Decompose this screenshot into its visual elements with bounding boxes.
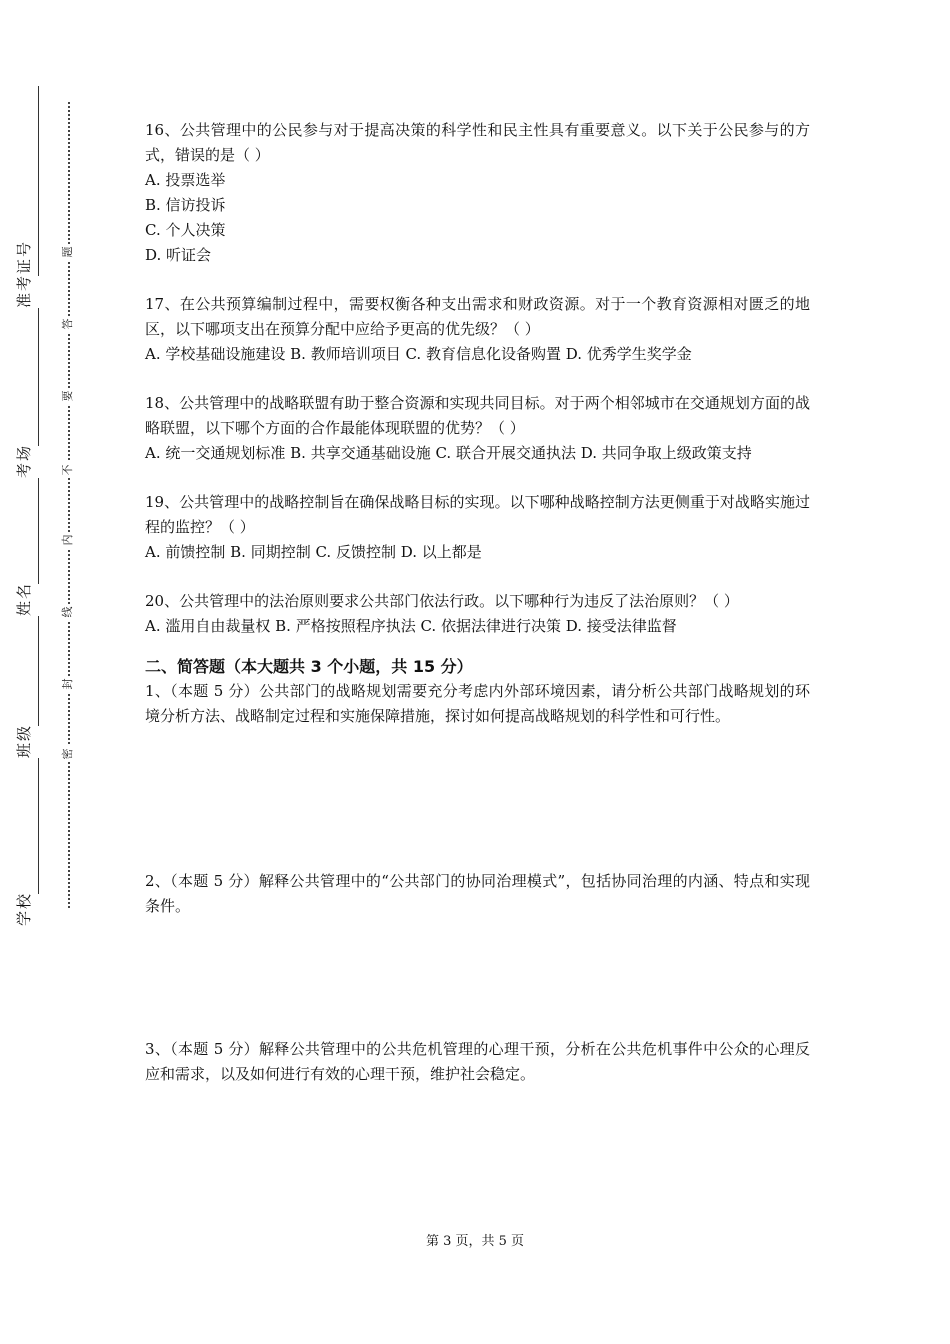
seal-char: 不: [60, 462, 76, 478]
question-stem: 16、公共管理中的公民参与对于提高决策的科学性和民主性具有重要意义。以下关于公民参与的方式，错误的是（ ）: [145, 121, 810, 164]
options-line: A. 统一交通规划标准 B. 共享交通基础设施 C. 联合开展交通执法 D. 共同争取上级政策支持: [145, 444, 752, 462]
seal-dotted-line: [68, 102, 70, 908]
seal-char: 要: [60, 388, 76, 404]
exam-content: [145, 118, 810, 1087]
seal-char: 答: [60, 316, 76, 332]
question-stem: 17、在公共预算编制过程中，需要权衡各种支出需求和财政资源。对于一个教育资源相对匮乏的地区，以下哪项支出在预算分配中应给予更高的优先级？（ ）: [145, 295, 810, 338]
seal-char: 封: [60, 676, 76, 692]
option-c: C. 个人决策: [145, 221, 226, 239]
question-stem: 20、公共管理中的法治原则要求公共部门依法行政。以下哪种行为违反了法治原则？（ ）: [145, 592, 739, 610]
question-17: [145, 292, 810, 367]
question-18: [145, 391, 810, 466]
margin-label-exam-room: 考场: [8, 446, 68, 478]
seal-char: 线: [60, 604, 76, 620]
option-b: B. 信访投诉: [145, 196, 226, 214]
question-16: [145, 118, 810, 268]
short-answer-question: 3、（本题 5 分）解释公共管理中的公共危机管理的心理干预，分析在公共危机事件中公众的心理反应和需求，以及如何进行有效的心理干预，维护社会稳定。: [145, 1040, 810, 1083]
margin-label-exam-number: 准考证号: [8, 276, 68, 308]
question-20: [145, 589, 810, 639]
margin-label-school: 学校: [8, 894, 68, 926]
option-a: A. 投票选举: [145, 171, 226, 189]
page-number: 第 3 页，共 5 页: [425, 1234, 525, 1249]
seal-char: 题: [60, 244, 76, 260]
short-answer-1: [145, 679, 810, 729]
binding-line: [38, 86, 39, 916]
question-stem: 19、公共管理中的战略控制旨在确保战略目标的实现。以下哪种战略控制方法更侧重于对战略实施过程的监控？（ ）: [145, 493, 810, 536]
short-answer-2: [145, 869, 810, 919]
section-title: 二、简答题（本大题共 3 个小题，共 15 分）: [145, 657, 473, 676]
margin-label-class: 班级: [8, 726, 68, 758]
seal-char: 密: [60, 746, 76, 762]
short-answer-question: 1、（本题 5 分）公共部门的战略规划需要充分考虑内外部环境因素，请分析公共部门战略规划的环境分析方法、战略制定过程和实施保障措施，探讨如何提高战略规划的科学性和可行性。: [145, 682, 810, 725]
margin-label-name: 姓名: [8, 584, 68, 616]
question-stem: 18、公共管理中的战略联盟有助于整合资源和实现共同目标。对于两个相邻城市在交通规划方面的战略联盟，以下哪个方面的合作最能体现联盟的优势？（ ）: [145, 394, 810, 437]
question-19: [145, 490, 810, 565]
options-line: A. 前馈控制 B. 同期控制 C. 反馈控制 D. 以上都是: [145, 543, 482, 561]
short-answer-question: 2、（本题 5 分）解释公共管理中的“公共部门的协同治理模式”，包括协同治理的内涵、特点和实现条件。: [145, 872, 810, 915]
options-line: A. 滥用自由裁量权 B. 严格按照程序执法 C. 依据法律进行决策 D. 接受法律监督: [145, 617, 677, 635]
option-d: D. 听证会: [145, 246, 212, 264]
short-answer-3: [145, 1037, 810, 1087]
options-line: A. 学校基础设施建设 B. 教师培训项目 C. 教育信息化设备购置 D. 优秀学生奖学金: [145, 345, 692, 363]
seal-char: 内: [60, 532, 76, 548]
